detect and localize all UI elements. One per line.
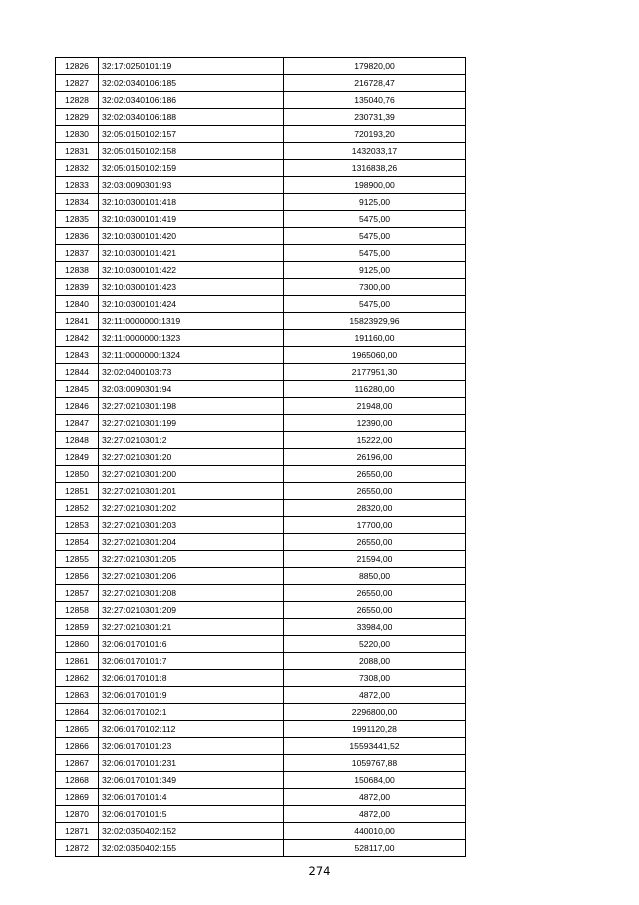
row-number-cell: 12831 [56, 143, 99, 160]
row-number-cell: 12829 [56, 109, 99, 126]
table-row [56, 687, 466, 704]
value-cell: 5475,00 [284, 228, 466, 245]
row-number-cell: 12845 [56, 381, 99, 398]
value-cell: 230731,39 [284, 109, 466, 126]
value-cell: 7308,00 [284, 670, 466, 687]
cadastral-number-cell: 32:06:0170101:4 [99, 789, 284, 806]
value-cell: 26550,00 [284, 534, 466, 551]
row-number-cell: 12839 [56, 279, 99, 296]
row-number-cell: 12864 [56, 704, 99, 721]
row-number-cell: 12838 [56, 262, 99, 279]
row-number-cell: 12861 [56, 653, 99, 670]
cadastral-number-cell: 32:06:0170101:23 [99, 738, 284, 755]
value-cell: 26550,00 [284, 585, 466, 602]
cadastral-number-cell: 32:02:0340106:186 [99, 92, 284, 109]
row-number-cell: 12842 [56, 330, 99, 347]
table-row [56, 602, 466, 619]
value-cell: 26550,00 [284, 602, 466, 619]
value-cell: 1316838,26 [284, 160, 466, 177]
value-cell: 26550,00 [284, 466, 466, 483]
value-cell: 7300,00 [284, 279, 466, 296]
value-cell: 15823929,96 [284, 313, 466, 330]
value-cell: 2296800,00 [284, 704, 466, 721]
table-row [56, 449, 466, 466]
table-row [56, 806, 466, 823]
cadastral-number-cell: 32:02:0400103:73 [99, 364, 284, 381]
value-cell: 4872,00 [284, 687, 466, 704]
cadastral-number-cell: 32:06:0170101:6 [99, 636, 284, 653]
row-number-cell: 12840 [56, 296, 99, 313]
cadastral-number-cell: 32:10:0300101:424 [99, 296, 284, 313]
cadastral-number-cell: 32:11:0000000:1319 [99, 313, 284, 330]
value-cell: 116280,00 [284, 381, 466, 398]
cadastral-number-cell: 32:06:0170101:7 [99, 653, 284, 670]
cadastral-number-cell: 32:06:0170102:112 [99, 721, 284, 738]
row-number-cell: 12833 [56, 177, 99, 194]
cadastral-number-cell: 32:27:0210301:206 [99, 568, 284, 585]
cadastral-number-cell: 32:27:0210301:200 [99, 466, 284, 483]
row-number-cell: 12858 [56, 602, 99, 619]
table-row [56, 755, 466, 772]
row-number-cell: 12856 [56, 568, 99, 585]
cadastral-number-cell: 32:11:0000000:1324 [99, 347, 284, 364]
table-row [56, 653, 466, 670]
value-cell: 135040,76 [284, 92, 466, 109]
cadastral-number-cell: 32:10:0300101:423 [99, 279, 284, 296]
value-cell: 5220,00 [284, 636, 466, 653]
row-number-cell: 12826 [56, 58, 99, 75]
value-cell: 179820,00 [284, 58, 466, 75]
table-row [56, 772, 466, 789]
row-number-cell: 12854 [56, 534, 99, 551]
value-cell: 17700,00 [284, 517, 466, 534]
value-cell: 720193,20 [284, 126, 466, 143]
value-cell: 198900,00 [284, 177, 466, 194]
cadastral-number-cell: 32:10:0300101:419 [99, 211, 284, 228]
cadastral-number-cell: 32:06:0170101:9 [99, 687, 284, 704]
cadastral-number-cell: 32:27:0210301:205 [99, 551, 284, 568]
cadastral-number-cell: 32:06:0170101:231 [99, 755, 284, 772]
cadastral-number-cell: 32:17:0250101:19 [99, 58, 284, 75]
cadastral-number-cell: 32:11:0000000:1323 [99, 330, 284, 347]
table-row [56, 619, 466, 636]
value-cell: 216728,47 [284, 75, 466, 92]
table-row [56, 347, 466, 364]
value-cell: 26550,00 [284, 483, 466, 500]
table-row [56, 364, 466, 381]
cadastral-number-cell: 32:06:0170102:1 [99, 704, 284, 721]
table-row [56, 58, 466, 75]
cadastral-number-cell: 32:10:0300101:421 [99, 245, 284, 262]
value-cell: 5475,00 [284, 245, 466, 262]
row-number-cell: 12853 [56, 517, 99, 534]
value-cell: 191160,00 [284, 330, 466, 347]
table-row [56, 262, 466, 279]
cadastral-number-cell: 32:27:0210301:201 [99, 483, 284, 500]
row-number-cell: 12855 [56, 551, 99, 568]
table-row [56, 313, 466, 330]
row-number-cell: 12871 [56, 823, 99, 840]
table-row [56, 636, 466, 653]
table-row [56, 177, 466, 194]
table-row [56, 823, 466, 840]
value-cell: 1432033,17 [284, 143, 466, 160]
cadastral-number-cell: 32:27:0210301:2 [99, 432, 284, 449]
value-cell: 28320,00 [284, 500, 466, 517]
table-row [56, 279, 466, 296]
row-number-cell: 12857 [56, 585, 99, 602]
row-number-cell: 12866 [56, 738, 99, 755]
row-number-cell: 12867 [56, 755, 99, 772]
value-cell: 1991120,28 [284, 721, 466, 738]
cadastral-number-cell: 32:27:0210301:209 [99, 602, 284, 619]
table-row [56, 296, 466, 313]
cadastral-number-cell: 32:27:0210301:20 [99, 449, 284, 466]
cadastral-number-cell: 32:05:0150102:159 [99, 160, 284, 177]
cadastral-number-cell: 32:27:0210301:199 [99, 415, 284, 432]
row-number-cell: 12863 [56, 687, 99, 704]
row-number-cell: 12852 [56, 500, 99, 517]
row-number-cell: 12850 [56, 466, 99, 483]
cadastral-number-cell: 32:06:0170101:5 [99, 806, 284, 823]
value-cell: 1059767,88 [284, 755, 466, 772]
cadastral-number-cell: 32:05:0150102:158 [99, 143, 284, 160]
cadastral-number-cell: 32:05:0150102:157 [99, 126, 284, 143]
cadastral-number-cell: 32:06:0170101:8 [99, 670, 284, 687]
row-number-cell: 12841 [56, 313, 99, 330]
table-row [56, 840, 466, 857]
table-row [56, 432, 466, 449]
table-row [56, 585, 466, 602]
row-number-cell: 12835 [56, 211, 99, 228]
cadastral-number-cell: 32:27:0210301:203 [99, 517, 284, 534]
table-row [56, 160, 466, 177]
cadastral-number-cell: 32:10:0300101:418 [99, 194, 284, 211]
value-cell: 8850,00 [284, 568, 466, 585]
table-row [56, 381, 466, 398]
value-cell: 150684,00 [284, 772, 466, 789]
row-number-cell: 12859 [56, 619, 99, 636]
table-row [56, 398, 466, 415]
table-row [56, 704, 466, 721]
row-number-cell: 12869 [56, 789, 99, 806]
row-number-cell: 12862 [56, 670, 99, 687]
value-cell: 26196,00 [284, 449, 466, 466]
table-row [56, 670, 466, 687]
value-cell: 1965060,00 [284, 347, 466, 364]
cadastral-number-cell: 32:06:0170101:349 [99, 772, 284, 789]
value-cell: 15222,00 [284, 432, 466, 449]
table-row [56, 500, 466, 517]
table-row [56, 75, 466, 92]
cadastral-number-cell: 32:02:0350402:152 [99, 823, 284, 840]
table-row [56, 483, 466, 500]
table-row [56, 789, 466, 806]
row-number-cell: 12830 [56, 126, 99, 143]
row-number-cell: 12827 [56, 75, 99, 92]
value-cell: 21948,00 [284, 398, 466, 415]
table-row [56, 721, 466, 738]
row-number-cell: 12851 [56, 483, 99, 500]
cadastral-number-cell: 32:03:0090301:94 [99, 381, 284, 398]
table-row [56, 194, 466, 211]
cadastral-number-cell: 32:02:0340106:185 [99, 75, 284, 92]
row-number-cell: 12837 [56, 245, 99, 262]
row-number-cell: 12828 [56, 92, 99, 109]
table-row [56, 245, 466, 262]
page-number: 274 [308, 864, 331, 878]
value-cell: 4872,00 [284, 806, 466, 823]
table-row [56, 92, 466, 109]
row-number-cell: 12836 [56, 228, 99, 245]
value-cell: 21594,00 [284, 551, 466, 568]
table-row [56, 517, 466, 534]
row-number-cell: 12865 [56, 721, 99, 738]
table-row [56, 534, 466, 551]
row-number-cell: 12872 [56, 840, 99, 857]
row-number-cell: 12870 [56, 806, 99, 823]
value-cell: 4872,00 [284, 789, 466, 806]
table-row [56, 551, 466, 568]
cadastral-number-cell: 32:27:0210301:202 [99, 500, 284, 517]
cadastral-number-cell: 32:10:0300101:422 [99, 262, 284, 279]
row-number-cell: 12848 [56, 432, 99, 449]
cadastral-number-cell: 32:27:0210301:204 [99, 534, 284, 551]
table-row [56, 466, 466, 483]
value-cell: 2088,00 [284, 653, 466, 670]
row-number-cell: 12843 [56, 347, 99, 364]
table-row [56, 143, 466, 160]
row-number-cell: 12832 [56, 160, 99, 177]
cadastral-number-cell: 32:03:0090301:93 [99, 177, 284, 194]
row-number-cell: 12846 [56, 398, 99, 415]
value-cell: 9125,00 [284, 194, 466, 211]
table-body [56, 58, 466, 857]
cadastral-number-cell: 32:10:0300101:420 [99, 228, 284, 245]
row-number-cell: 12834 [56, 194, 99, 211]
value-cell: 2177951,30 [284, 364, 466, 381]
value-cell: 440010,00 [284, 823, 466, 840]
cadastral-number-cell: 32:27:0210301:208 [99, 585, 284, 602]
table-row [56, 738, 466, 755]
value-cell: 15593441,52 [284, 738, 466, 755]
table-row [56, 211, 466, 228]
cadastral-number-cell: 32:02:0340106:188 [99, 109, 284, 126]
row-number-cell: 12844 [56, 364, 99, 381]
row-number-cell: 12849 [56, 449, 99, 466]
value-cell: 33984,00 [284, 619, 466, 636]
cadastral-number-cell: 32:27:0210301:198 [99, 398, 284, 415]
row-number-cell: 12860 [56, 636, 99, 653]
value-cell: 5475,00 [284, 296, 466, 313]
table-row [56, 330, 466, 347]
value-cell: 5475,00 [284, 211, 466, 228]
cadastral-number-cell: 32:27:0210301:21 [99, 619, 284, 636]
table-row [56, 109, 466, 126]
row-number-cell: 12847 [56, 415, 99, 432]
value-cell: 12390,00 [284, 415, 466, 432]
table-row [56, 228, 466, 245]
row-number-cell: 12868 [56, 772, 99, 789]
value-cell: 9125,00 [284, 262, 466, 279]
cadastral-number-cell: 32:02:0350402:155 [99, 840, 284, 857]
data-table [55, 57, 466, 857]
value-cell: 528117,00 [284, 840, 466, 857]
table-row [56, 568, 466, 585]
table-row [56, 126, 466, 143]
table-row [56, 415, 466, 432]
